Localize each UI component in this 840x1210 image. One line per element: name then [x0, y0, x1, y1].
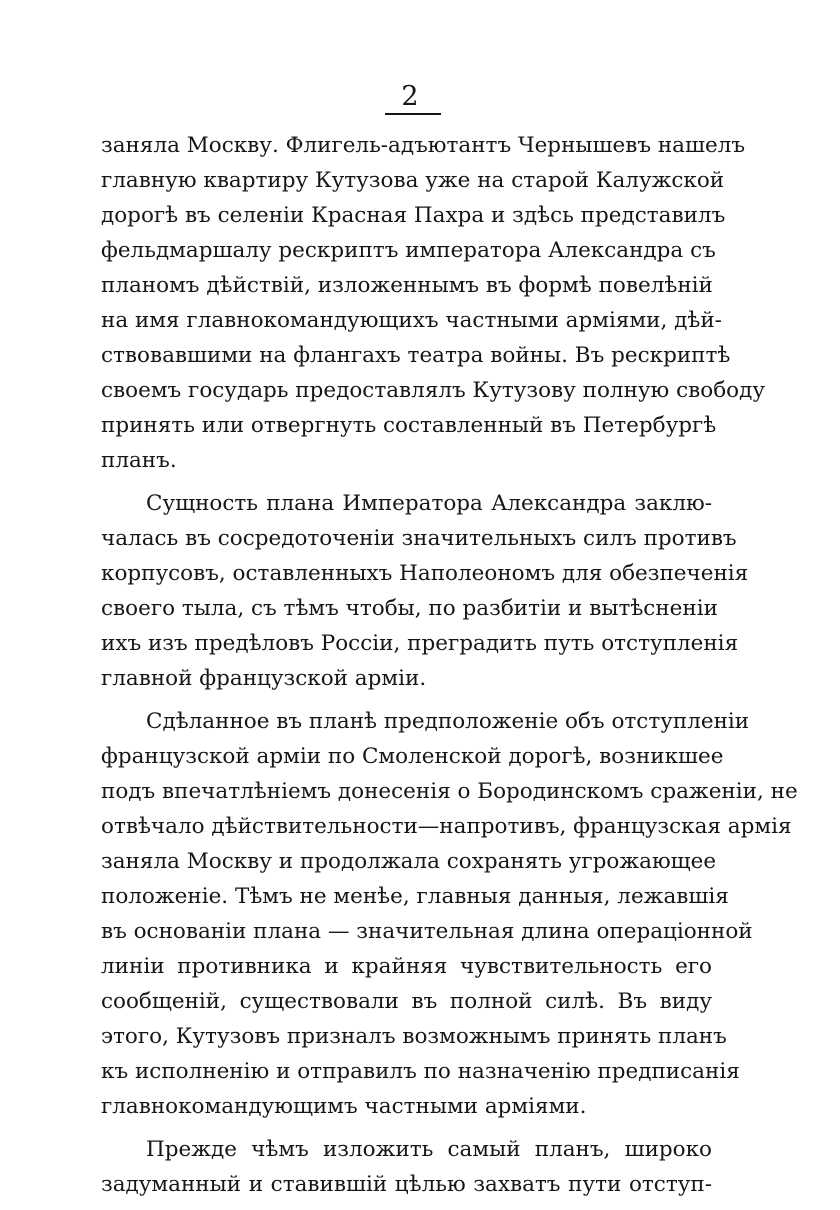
paragraph	[101, 486, 749, 696]
text-line: къ исполненію и отправилъ по назначенію предписанія	[101, 1059, 740, 1084]
text-line: ствовавшими на флангахъ театра войны. Въ рескриптѣ	[101, 343, 731, 368]
text-line: сообщеній, существовали въ полной силѣ. Въ виду	[101, 989, 712, 1014]
text-line: планъ.	[101, 448, 177, 473]
text-line: главной французской арміи.	[101, 666, 427, 691]
text-line: задуманный и ставившій цѣлью захватъ пути отступ-	[101, 1172, 712, 1197]
text-line: французской арміи по Смоленской дорогѣ, возникшее	[101, 744, 724, 769]
text-line: подъ впечатлѣніемъ донесенія о Бородинскомъ сраженіи, не	[101, 779, 798, 804]
paragraph	[101, 1132, 712, 1202]
text-line: планомъ дѣйствій, изложеннымъ въ формѣ повелѣній	[101, 273, 713, 298]
text-line: въ основаніи плана — значительная длина операціонной	[101, 919, 753, 944]
body-text	[101, 128, 798, 1210]
page-number-rule	[385, 113, 441, 115]
text-line: линіи противника и крайняя чувствительность его	[101, 954, 712, 979]
text-line: на имя главнокомандующихъ частными арміями, дѣй-	[101, 308, 722, 333]
paragraph	[101, 128, 765, 478]
text-line: Сущность плана Императора Александра заклю-	[146, 491, 712, 516]
text-line: своемъ государь предоставлялъ Кутузову полную свободу	[101, 378, 765, 403]
text-line: принять или отвергнуть составленный въ Петербургѣ	[101, 413, 717, 438]
text-line: отвѣчало дѣйствительности—напротивъ, французская армія	[101, 814, 792, 839]
paragraph	[101, 704, 798, 1124]
text-line: главную квартиру Кутузова уже на старой Калужской	[101, 168, 725, 193]
text-line: положеніе. Тѣмъ не менѣе, главныя данныя, лежавшія	[101, 884, 729, 909]
text-line: ихъ изъ предѣловъ Россіи, преградить путь отступленія	[101, 631, 739, 656]
text-line: своего тыла, съ тѣмъ чтобы, по разбитіи и вытѣсненіи	[101, 596, 718, 621]
page-number: 2	[401, 81, 419, 112]
text-line: дорогѣ въ селеніи Красная Пахра и здѣсь представилъ	[101, 203, 726, 228]
text-line: главнокомандующимъ частными арміями.	[101, 1094, 587, 1119]
text-line: заняла Москву. Флигель-адъютантъ Чернышевъ нашелъ	[101, 133, 746, 158]
text-line: Сдѣланное въ планѣ предположеніе объ отступленіи	[146, 709, 750, 734]
text-line: чалась въ сосредоточеніи значительныхъ силъ противъ	[101, 526, 737, 551]
text-line: заняла Москву и продолжала сохранять угрожающее	[101, 849, 717, 874]
text-line: Прежде чѣмъ изложить самый планъ, широко	[146, 1137, 712, 1162]
text-line: фельдмаршалу рескриптъ императора Александра съ	[101, 238, 716, 263]
text-line: этого, Кутузовъ призналъ возможнымъ принять планъ	[101, 1024, 727, 1049]
text-line: корпусовъ, оставленныхъ Наполеономъ для обезпеченія	[101, 561, 749, 586]
